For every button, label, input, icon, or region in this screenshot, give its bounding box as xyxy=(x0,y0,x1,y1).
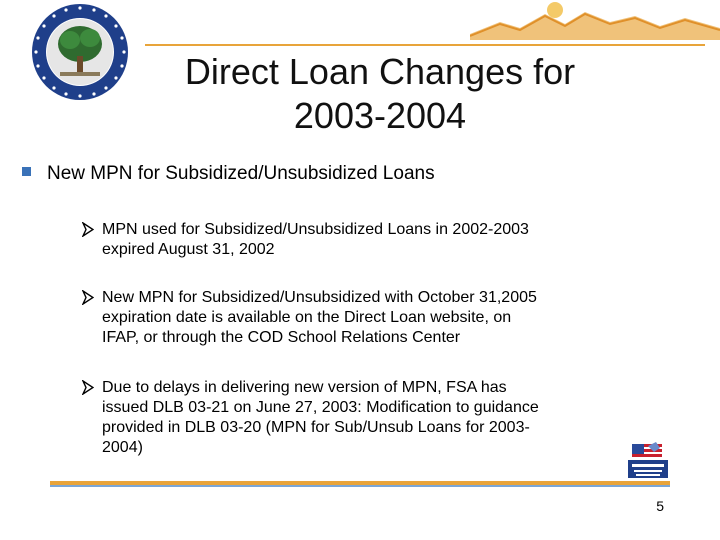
sub-bullet-1 xyxy=(82,220,672,260)
arrow-bullet-icon xyxy=(82,222,94,237)
title-line-2: 2003-2004 xyxy=(293,95,467,136)
mountains-sun-graphic xyxy=(470,0,720,40)
sub-bullet-3-line-2: issued DLB 03-21 on June 27, 2003: Modification to guidance xyxy=(102,399,539,416)
sub-bullet-1-line-1: MPN used for Subsidized/Unsubsidized Loans in 2002-2003 xyxy=(102,221,529,238)
arrow-bullet-icon xyxy=(82,380,94,395)
no-child-left-behind-logo xyxy=(626,440,670,482)
sub-bullet-3 xyxy=(82,378,672,458)
page-number: 5 xyxy=(656,498,664,514)
department-of-education-seal xyxy=(30,2,130,102)
sub-bullet-3-line-3: provided in DLB 03-20 (MPN for Sub/Unsub Loans for 2003- xyxy=(102,419,530,436)
sub-bullet-2-line-3: IFAP, or through the COD School Relations Center xyxy=(102,329,461,346)
sub-bullet-2-line-1: New MPN for Subsidized/Unsubsidized with October 31,2005 xyxy=(102,289,537,306)
title-divider xyxy=(145,44,705,46)
main-bullet xyxy=(22,162,435,186)
sub-bullet-2 xyxy=(82,288,672,348)
main-bullet-text: New MPN for Subsidized/Unsubsidized Loans xyxy=(47,163,435,184)
sub-bullet-1-line-2: expired August 31, 2002 xyxy=(102,241,275,258)
footer-divider-blue xyxy=(50,485,670,487)
sub-bullet-3-line-4: 2004) xyxy=(102,439,143,456)
sub-bullet-3-line-1: Due to delays in delivering new version of MPN, FSA has xyxy=(102,379,507,396)
square-bullet-icon xyxy=(22,167,31,176)
arrow-bullet-icon xyxy=(82,290,94,305)
title-line-1: Direct Loan Changes for xyxy=(184,51,576,92)
sub-bullet-2-line-2: expiration date is available on the Direct Loan website, on xyxy=(102,309,512,326)
slide-title xyxy=(140,50,620,138)
